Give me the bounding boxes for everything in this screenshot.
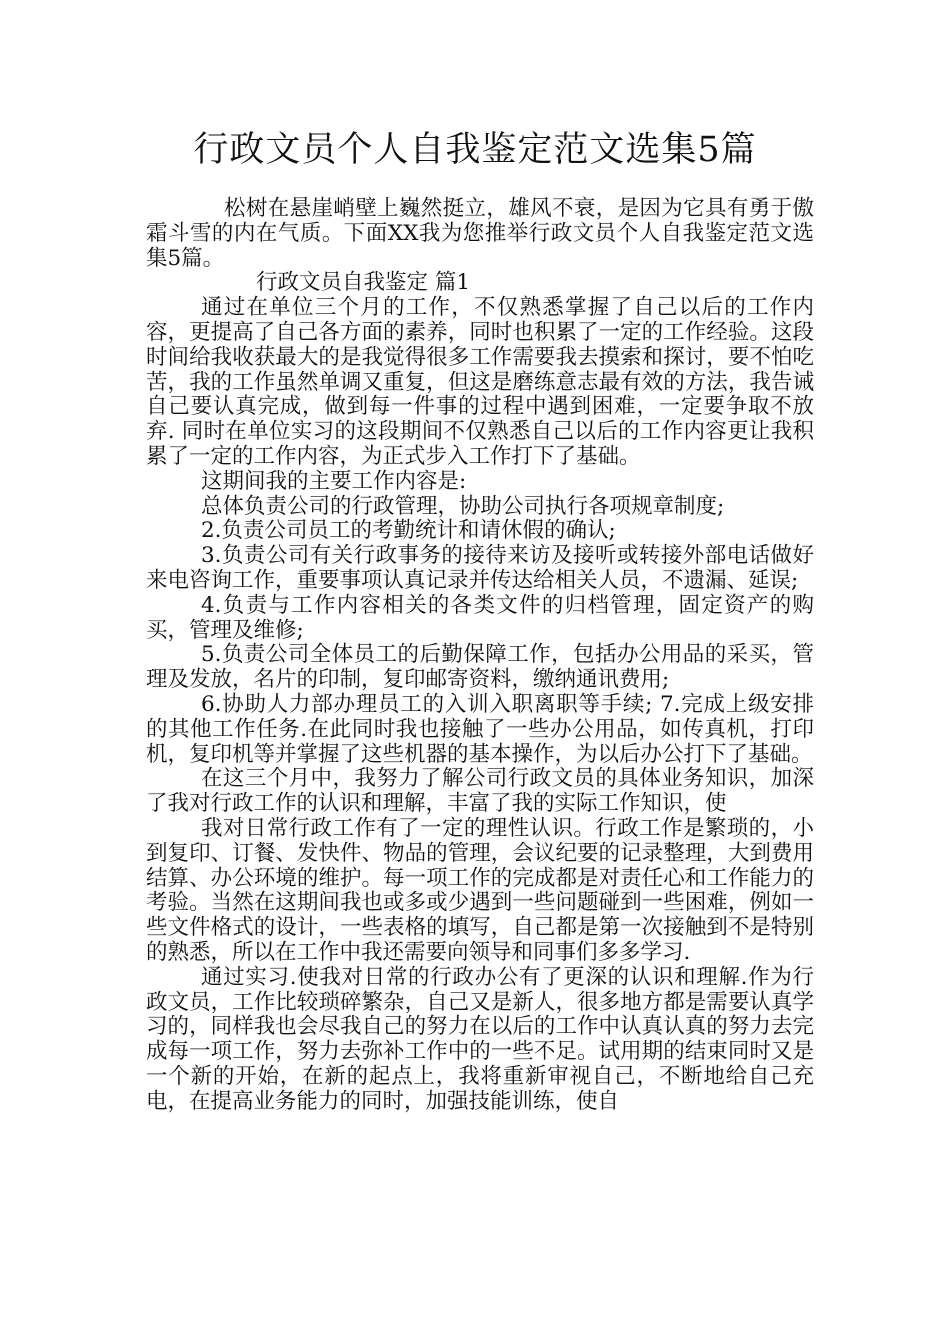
body-paragraph: 通过实习.使我对日常的行政办公有了更深的认识和理解.作为行政文员，工作比较琐碎繁杂，自己又是新人，很多地方都是需要认真学习的，同样我也会尽我自己的努力在以后的工作中认真认真的努力去完成每一项工作，努力去弥补工作中的一些不足。试用期的结束同时又是一个新的开始，在新的起点上，我将重新审视自己，不断地给自己充电，在提高业务能力的同时，加强技能训练，使自: [146, 964, 814, 1114]
document-title: 行政文员个人自我鉴定范文选集5篇: [193, 130, 757, 170]
body-paragraph: 2.负责公司员工的考勤统计和请休假的确认;: [201, 518, 616, 544]
section-heading: 行政文员自我鉴定 篇1: [256, 270, 471, 296]
body-paragraph: 这期间我的主要工作内容是:: [201, 468, 467, 494]
body-paragraph: 我对日常行政工作有了一定的理性认识。行政工作是繁琐的，小到复印、订餐、发快件、物品的管理，会议纪要的记录整理，大到费用结算、办公环境的维护。每一项工作的完成都是对责任心和工作能力的考验。当然在这期间我也或多或少遇到一些问题碰到一些困难，例如一些文件格式的设计，一些表格的填写，自己都是第一次接触到不是特别的熟悉，所以在工作中我还需要向领导和同事们多多学习.: [146, 815, 814, 965]
body-paragraph: 4.负责与工作内容相关的各类文件的归档管理，固定资产的购买，管理及维修;: [146, 592, 814, 643]
body-paragraph: 总体负责公司的行政管理，协助公司执行各项规章制度;: [201, 493, 725, 519]
body-paragraph: 3.负责公司有关行政事务的接待来访及接听或转接外部电话做好来电咨询工作，重要事项认真记录并传达给相关人员，不遗漏、延误;: [146, 543, 814, 593]
intro-paragraph: 松树在悬崖峭壁上巍然挺立，雄风不衰，是因为它具有勇于傲霜斗雪的内在气质。下面XX我为您推举行政文员个人自我鉴定范文选集5篇。: [146, 196, 814, 271]
document-body: [146, 197, 814, 1114]
body-paragraph: 在这三个月中，我努力了解公司行政文员的具体业务知识，加深了我对行政工作的认识和理解，丰富了我的实际工作知识，使: [146, 766, 814, 817]
body-paragraph: 5.负责公司全体员工的后勤保障工作，包括办公用品的采买，管理及发放，名片的印制，复印邮寄资料，缴纳通讯费用;: [146, 642, 814, 693]
body-paragraph: 6.协助人力部办理员工的入训入职离职等手续; 7.完成上级安排的其他工作任务.在此同时我也接触了一些办公用品，如传真机，打印机，复印机等并掌握了这些机器的基本操作，为以后办公打下了基础。: [146, 691, 814, 767]
body-paragraph: 通过在单位三个月的工作，不仅熟悉掌握了自己以后的工作内容，更提高了自己各方面的素养，同时也积累了一定的工作经验。这段时间给我收获最大的是我觉得很多工作需要我去摸索和探讨，要不怕吃苦，我的工作虽然单调又重复，但这是磨练意志最有效的方法，我告诫自己要认真完成，做到每一件事的过程中遇到困难，一定要争取不放弃. 同时在单位实习的这段期间不仅熟悉自己以后的工作内容更让我积累了一定的工作内容，为正式步入工作打下了基础。: [146, 295, 814, 469]
